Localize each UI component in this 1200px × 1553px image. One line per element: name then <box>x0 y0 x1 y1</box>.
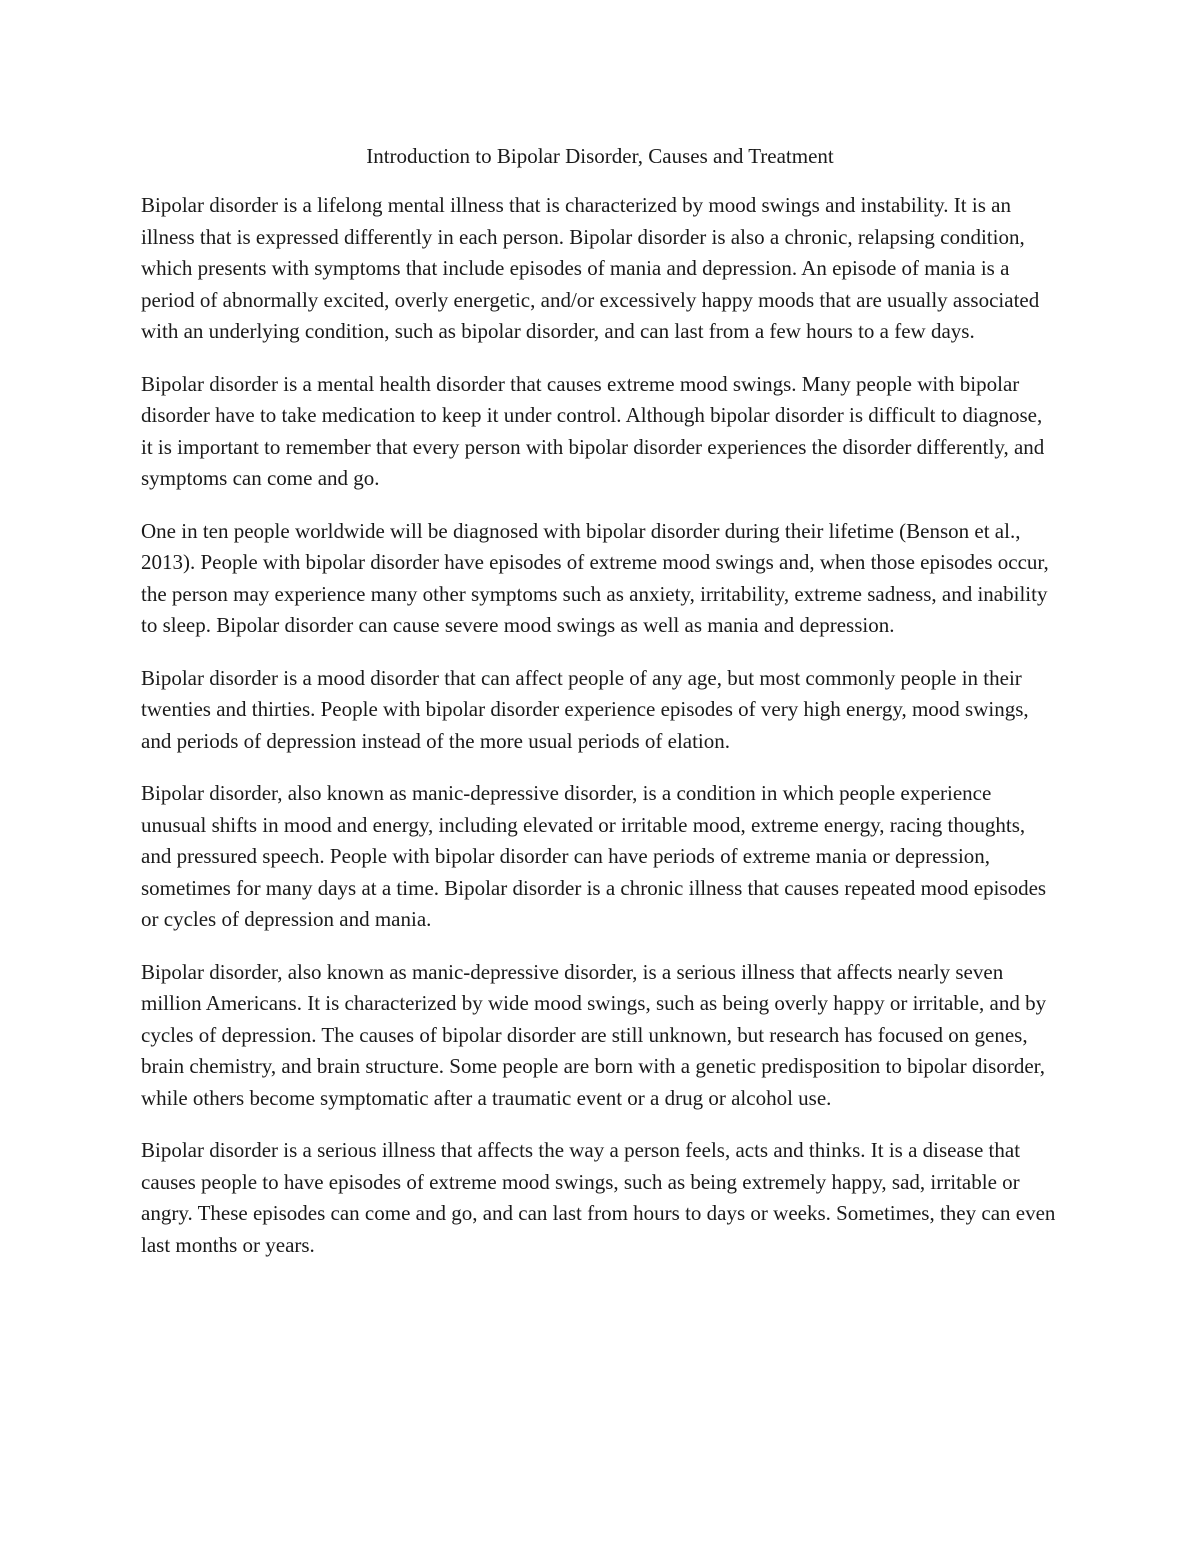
paragraph-7: Bipolar disorder is a serious illness that affects the way a person feels, acts and thinks. It is a disease that causes people to have episodes of extreme mood swings, such as being extremely happy, sad, irritable or angry. These episodes can come and go, and can last from hours to days or weeks. Sometimes, they can even last months or years. <box>141 1138 1056 1257</box>
paragraph-3: One in ten people worldwide will be diagnosed with bipolar disorder during their lifetime (Benson et al., 2013). People with bipolar disorder have episodes of extreme mood swings and, when those episodes occur, the person may experience many other symptoms such as anxiety, irritability, extreme sadness, and inability to sleep. Bipolar disorder can cause severe mood swings as well as mania and depression. <box>141 518 1049 637</box>
paragraph-6: Bipolar disorder, also known as manic-depressive disorder, is a serious illness that affects nearly seven million Americans. It is characterized by wide mood swings, such as being overly happy or irritable, and by cycles of depression. The causes of bipolar disorder are still unknown, but research has focused on genes, brain chemistry, and brain structure. Some people are born with a genetic predisposition to bipolar disorder, while others become symptomatic after a traumatic event or a drug or alcohol use. <box>141 959 1047 1110</box>
paragraph-5: Bipolar disorder, also known as manic-depressive disorder, is a condition in which people experience unusual shifts in mood and energy, including elevated or irritable mood, extreme energy, racing thoughts, and pressured speech. People with bipolar disorder can have periods of extreme mania or depression, sometimes for many days at a time. Bipolar disorder is a chronic illness that causes repeated mood episodes or cycles of depression and mania. <box>141 781 1047 931</box>
paragraph-2: Bipolar disorder is a mental health disorder that causes extreme mood swings. Many people with bipolar disorder have to take medication to keep it under control. Although bipolar disorder is difficult to diagnose, it is important to remember that every person with bipolar disorder experiences the disorder differently, and symptoms can come and go. <box>141 371 1045 490</box>
paragraph-1: Bipolar disorder is a lifelong mental illness that is characterized by mood swings and instability. It is an illness that is expressed differently in each person. Bipolar disorder is also a chronic, relapsing condition, which presents with symptoms that include episodes of mania and depression. An episode of mania is a period of abnormally excited, overly energetic, and/or excessively happy moods that are usually associated with an underlying condition, such as bipolar disorder, and can last from a few hours to a few days. <box>141 193 1040 343</box>
paragraph-4: Bipolar disorder is a mood disorder that can affect people of any age, but most commonly people in their twenties and thirties. People with bipolar disorder experience episodes of very high energy, mood swings, and periods of depression instead of the more usual periods of elation. <box>141 665 1029 753</box>
document-body <box>141 190 1059 1282</box>
document-title: Introduction to Bipolar Disorder, Causes and Treatment <box>366 144 834 168</box>
